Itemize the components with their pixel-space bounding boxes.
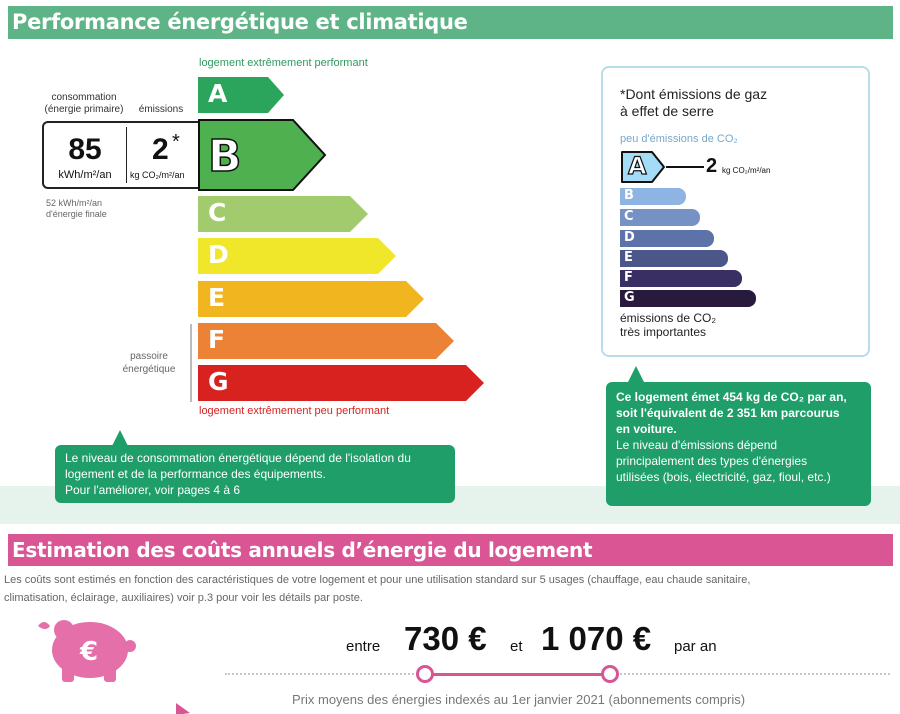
ges-class-f: F <box>620 270 744 287</box>
divider <box>126 127 127 183</box>
section-title: Performance énergétique et climatique <box>12 10 468 34</box>
passoire-label: passoire énergétique <box>122 351 176 375</box>
consumption-unit: kWh/m²/an <box>58 169 112 181</box>
dpe-class-d: D <box>198 238 398 274</box>
emissions-value: 2 <box>152 133 169 166</box>
ges-class-e: E <box>620 250 730 267</box>
section-title: Estimation des coûts annuels d’énergie du logement <box>12 538 593 562</box>
min-cost: 730 € <box>404 620 487 657</box>
callout-consumption: Le niveau de consommation énergétique dépend de l'isolation du logement et de la performance des équipements. Pour l'améliorer, voir pages 4 à 6 <box>55 445 455 503</box>
ges-class-b: B <box>620 188 688 205</box>
emissions-unit: kg CO₂/m²/an <box>130 170 185 180</box>
dpe-class-f: F <box>198 323 456 359</box>
piggy-bank-icon <box>34 612 138 689</box>
consumption-value: 85 <box>68 133 102 166</box>
per-year-label: par an <box>674 638 717 655</box>
emissions-label: émissions <box>138 104 184 115</box>
final-energy: 52 kWh/m²/an d'énergie finale <box>46 198 107 219</box>
ges-note: *Dont émissions de gaz à effet de serre <box>620 86 768 119</box>
max-cost: 1 070 € <box>541 620 652 657</box>
pointer-arrow-icon <box>176 702 192 714</box>
dpe-class-g: G <box>198 365 486 401</box>
cost-range-bar <box>424 673 610 676</box>
ges-value: 2 <box>706 155 718 177</box>
emissions-star: * <box>172 131 180 153</box>
ges-bottom-label: émissions de CO₂ très importantes <box>620 311 717 339</box>
ges-connector-line <box>666 166 704 168</box>
dpe-class-e: E <box>198 281 426 317</box>
ges-top-label: peu d'émissions de CO₂ <box>620 133 738 145</box>
max-cost-marker <box>601 665 619 683</box>
section-header-performance <box>8 6 893 39</box>
dpe-class-c: C <box>198 196 370 232</box>
consumption-box <box>42 121 200 189</box>
consumption-label: consommation (énergie primaire) <box>44 92 124 115</box>
callout-emissions: Ce logement émet 454 kg de CO₂ par an, soit l'équivalent de 2 351 km parcourus en voiture. Le niveau d'émissions dépend principalement des types d'énergies utilisées (bois, électricité, gaz, fioul, etc.) <box>606 382 871 506</box>
dpe-bottom-label: logement extrêmement peu performant <box>199 405 390 417</box>
between-label: entre <box>346 638 381 655</box>
min-cost-marker <box>416 665 434 683</box>
prices-note: Prix moyens des énergies indexés au 1er janvier 2021 (abonnements compris) <box>292 692 746 707</box>
dpe-class-b-current: B <box>198 119 328 191</box>
ges-class-d: D <box>620 230 716 247</box>
dpe-top-label: logement extrêmement performant <box>199 57 368 69</box>
dpe-class-a: A <box>198 77 286 113</box>
ges-class-c: C <box>620 209 702 226</box>
and-label: et <box>510 638 523 655</box>
section-header-costs <box>8 534 893 566</box>
svg-text:€: € <box>80 637 99 667</box>
ges-unit: kg CO₂/m²/an <box>722 166 771 175</box>
ges-class-a-current: A <box>620 150 666 189</box>
costs-intro: Les coûts sont estimés en fonction des caractéristiques de votre logement et pour une utilisation standard sur 5 usages (chauffage, eau chaude sanitaire, climatisation, éclairage, auxiliaires) voir p.3 pour voir les détails par poste. <box>4 574 751 604</box>
ges-class-g: G <box>620 290 758 307</box>
passoire-bracket <box>190 324 192 402</box>
